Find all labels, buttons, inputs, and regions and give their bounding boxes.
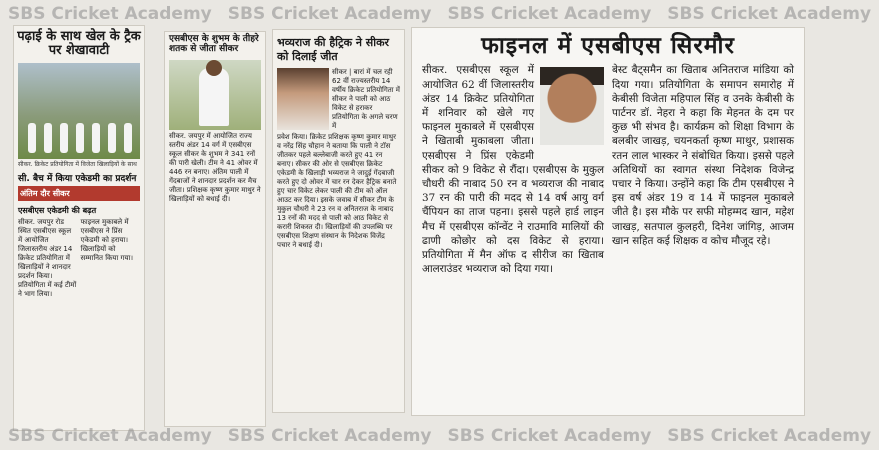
news-clipping-4	[412, 28, 804, 415]
clipping-subhead: सी. बैच में किया एकेडमी का प्रदर्शन	[18, 173, 137, 184]
player-photo	[540, 67, 604, 145]
clipping-column-2: बेस्ट बैट्समैन का खिताब अनितराज मांडिया को दिया गया। प्रतियोगिता के समापन समारोह में केबीसी विजेता महिपाल सिंह व उनके केबीसी के पार्टनर डॉ. नेहरा ने कहा कि मेहनत के दम पर कुछ भी संभव है। कार्यक्रम को शिक्षा विभाग के बलबीर जाखड़, चयनकर्ता कृष्ण माथुर, प्रशासक रतन लाल भास्कर ने संबोधित किया। इससे पहले अतिथियों का स्वागत संस्था निदेशक विजेन्द्र पचार ने किया। उन्होंने कहा कि टीम एसबीएस ने इस वर्ष अंडर 19 व 14 में फाइनल मुकाबले जीते है। इस मौके पर सफी मोहम्मद खान, महेश जाखड़, सतपाल कुलहरी, दिनेश जांगिड़, आजम खान सहित कई शिक्षक व कोच मौजूद रहे।	[612, 64, 794, 247]
watermark-text: SBS Cricket Academy	[447, 426, 652, 446]
watermark-text: SBS Cricket Academy	[227, 4, 432, 24]
clipping-body-right: फाइनल मुकाबले में एसबीएस ने प्रिंस एकेडमी को हराया। खिलाड़ियों को सम्मानित किया गया।	[80, 217, 133, 262]
clipping-body: प्रवेश किया। क्रिकेट प्रशिक्षक कृष्ण कुमार माथुर व नरेंद्र सिंह चौहान ने बताया कि पाली ने टॉस जीतकर पहले बल्लेबाजी करते हुए 41 रन बनाए। सीकर की ओर से एसबीएस क्रिकेट एकेडमी के खिलाड़ी भव्यराज ने जादुई गेंदबाजी करते हुए दो ओवर में चार रन देकर हैट्रिक बनाते हुए चार विकेट लेकर पाली की टीम को ऑल आउट कर दिया। इसके जवाब में सीकर टीम के मुकुल चौधरी ने 23 रन व अनितराज के नाबाद 13 रनों की मदद से पाली को आठ विकेट से करारी शिकस्त दी। खिलाड़ियों की उपलब्धि पर एसबीएस शिक्षण संस्थान के निदेशक विजेंद्र पचार ने बधाई दी।	[277, 132, 397, 249]
watermark-text: SBS Cricket Academy	[667, 4, 872, 24]
column-text: सीकर. एसबीएस स्कूल में आयोजित 62 वीं जिलास्तरीय अंडर 14 क्रिकेट प्रतियोगिता में शनिवार को खेले गए फाइनल मुकाबले में एसबीएस ने खिताबी मुकाबला जीता। एसबीएस ने प्रिंस एकेडमी सीकर को 9 विकेट से रौंदा। एसबीएस के मुकुल चौधरी की नाबाद 50 रन व भव्यराज की नाबाद 37 रन की पारी की मदद से 14 वर्ष आयु वर्ग चैंपियन का ताज पहना। इससे पहले हार्ड लाइन मैच में एसबीएस कॉन्वेंट ने राउमावि मालियों की ढाणी कोछोर को दस विकेट से हराया। प्रतियोगिता में मैन ऑफ द सीरीज का खिताब आलराउंडर भव्यराज को दिया गया।	[422, 64, 604, 276]
watermark-text: SBS Cricket Academy	[227, 426, 432, 446]
clipping-subhead-2: एसबीएस एकेडमी की बढ़त	[18, 205, 97, 215]
clipping-headline: पढ़ाई के साथ खेल के ट्रैक पर शेखावाटी	[17, 29, 141, 59]
photo-caption: सीकर. क्रिकेट प्रतियोगिता में विजेता खिलाड़ियों के साथ	[18, 160, 137, 168]
news-clipping-1	[14, 26, 144, 430]
news-clipping-2	[165, 32, 265, 426]
player-photo	[169, 60, 261, 130]
clipping-headline: एसबीएस के शुभम के तीहरे शतक से जीता सीकर	[169, 34, 259, 54]
watermark-text: SBS Cricket Academy	[8, 4, 212, 24]
clipping-body: सीकर. जयपुर में आयोजित राज्य स्तरीय अंडर 14 वर्ग में एसबीएस स्कूल सीकर के शुभम ने 341 रनों की पारी खेली। टीम ने 41 ओवर में 446 रन बनाए। अंतिम पाली में गेंदबाजों ने शानदार प्रदर्शन कर मैच जीता। प्रशिक्षक कृष्ण कुमार माथुर ने खिलाड़ियों को बधाई दी।	[169, 131, 261, 203]
highlight-band: अंतिम दौर सीकर	[18, 186, 140, 201]
clipping-headline: फाइनल में एसबीएस सिरमौर	[481, 33, 735, 59]
team-photo	[18, 63, 140, 159]
news-clipping-3	[273, 30, 404, 412]
watermark-text: SBS Cricket Academy	[667, 426, 872, 446]
clipping-headline: भव्यराज की हैट्रिक ने सीकर को दिलाई जीत	[277, 36, 390, 64]
clipping-body-left: सीकर. जयपुर रोड स्थित एसबीएस स्कूल में आयोजित जिलास्तरीय अंडर 14 क्रिकेट प्रतियोगिता में खिलाड़ियों ने शानदार प्रदर्शन किया। प्रतियोगिता में कई टीमों ने भाग लिया।	[18, 217, 77, 298]
player-photo	[277, 68, 329, 130]
clipping-lead: सीकर | बारां में चल रही 62 वीं राज्यस्तरीय 14 वर्षीय क्रिकेट प्रतियोगिता में सीकर ने पाली को आठ विकेट से हराकर प्रतियोगिता के अगले चरण में	[332, 67, 400, 130]
watermark-text: SBS Cricket Academy	[8, 426, 212, 446]
clipping-column-1	[422, 63, 604, 276]
watermark-top	[0, 0, 872, 28]
watermark-text: SBS Cricket Academy	[447, 4, 652, 24]
